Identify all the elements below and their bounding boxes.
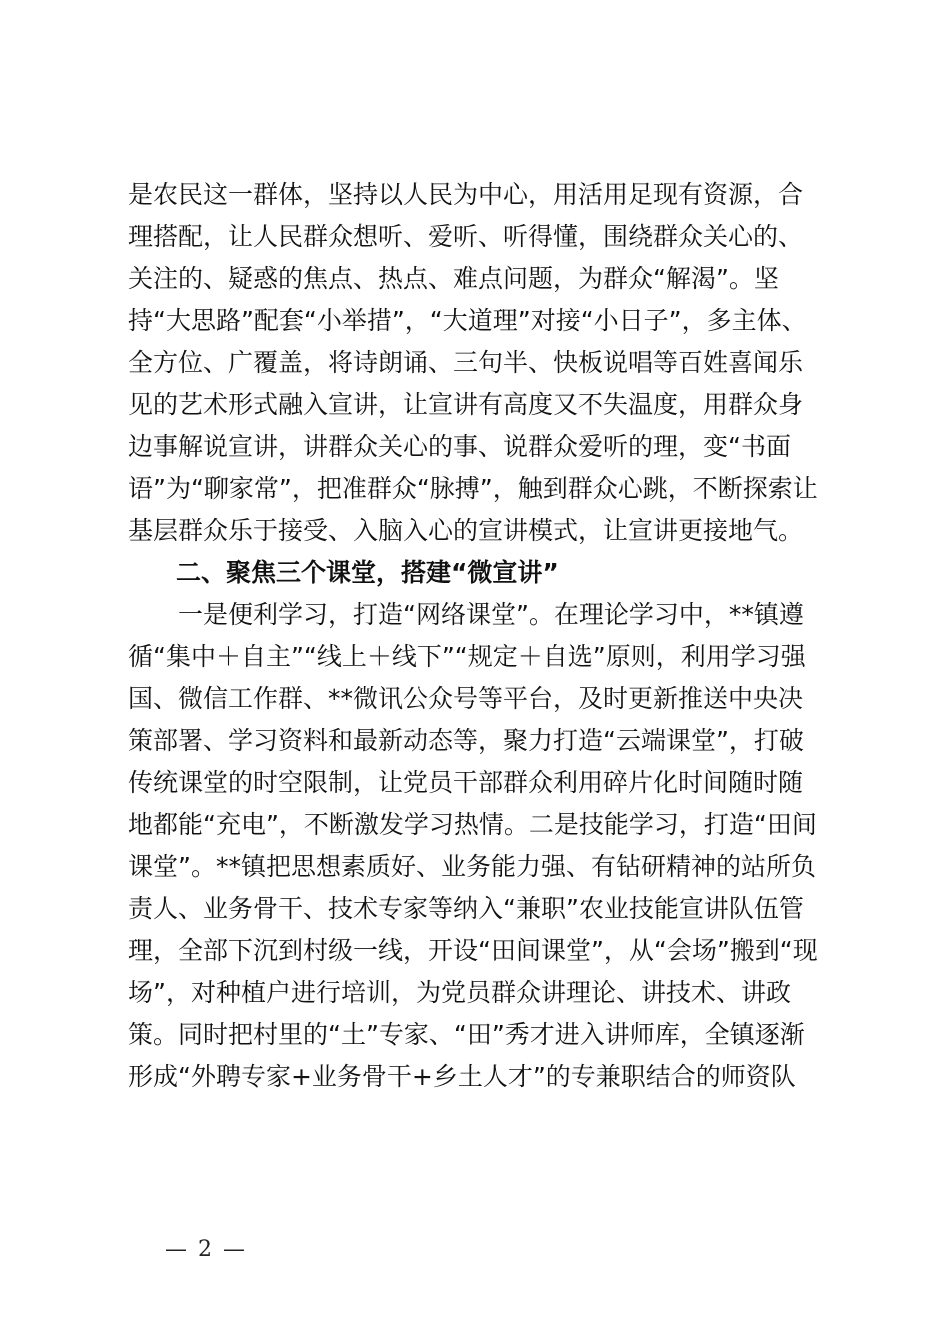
section-heading: 二、聚焦三个课堂，搭建“微宣讲” [176, 558, 559, 587]
text-line: 策。同时把村里的“土”专家、“田”秀才进入讲师库，全镇逐渐 [128, 1020, 805, 1049]
text-line: 基层群众乐于接受、入脑入心的宣讲模式，让宣讲更接地气。 [128, 516, 804, 545]
page-number: — 2 — [165, 1237, 247, 1262]
text-line: 循“集中＋自主”“线上＋线下”“规定＋自选”原则，利用学习强 [128, 642, 806, 671]
text-line: 传统课堂的时空限制，让党员干部群众利用碎片化时间随时随 [128, 768, 804, 797]
text-line: 地都能“充电”，不断激发学习热情。二是技能学习，打造“田间 [128, 810, 817, 839]
text-line: 理搭配，让人民群众想听、爱听、听得懂，围绕群众关心的、 [128, 222, 804, 251]
text-line: 一是便利学习，打造“网络课堂”。在理论学习中，**镇遵 [128, 600, 804, 629]
text-line: 形成“外聘专家+业务骨干+乡土人才”的专兼职结合的师资队 [128, 1062, 796, 1091]
text-line: 国、微信工作群、**微讯公众号等平台，及时更新推送中央决 [128, 684, 804, 713]
text-line: 见的艺术形式融入宣讲，让宣讲有高度又不失温度，用群众身 [128, 390, 804, 419]
text-line: 全方位、广覆盖，将诗朗诵、三句半、快板说唱等百姓喜闻乐 [128, 348, 804, 377]
document-body [128, 174, 838, 1098]
text-line: 策部署、学习资料和最新动态等，聚力打造“云端课堂”，打破 [128, 726, 804, 755]
text-line: 边事解说宣讲，讲群众关心的事、说群众爱听的理，变“书面 [128, 432, 791, 461]
text-line: 关注的、疑惑的焦点、热点、难点问题，为群众“解渴”。坚 [128, 264, 779, 293]
text-line: 场”，对种植户进行培训，为党员群众讲理论、讲技术、讲政 [128, 978, 791, 1007]
text-line: 理，全部下沉到村级一线，开设“田间课堂”，从“会场”搬到“现 [128, 936, 818, 965]
text-line: 是农民这一群体，坚持以人民为中心，用活用足现有资源，合 [128, 180, 804, 209]
text-line: 责人、业务骨干、技术专家等纳入“兼职”农业技能宣讲队伍管 [128, 894, 804, 923]
text-line: 课堂”。**镇把思想素质好、业务能力强、有钻研精神的站所负 [128, 852, 816, 881]
text-line: 语”为“聊家常”，把准群众“脉搏”，触到群众心跳，不断探索让 [128, 474, 818, 503]
text-line: 持“大思路”配套“小举措”，“大道理”对接“小日子”，多主体、 [128, 306, 807, 335]
